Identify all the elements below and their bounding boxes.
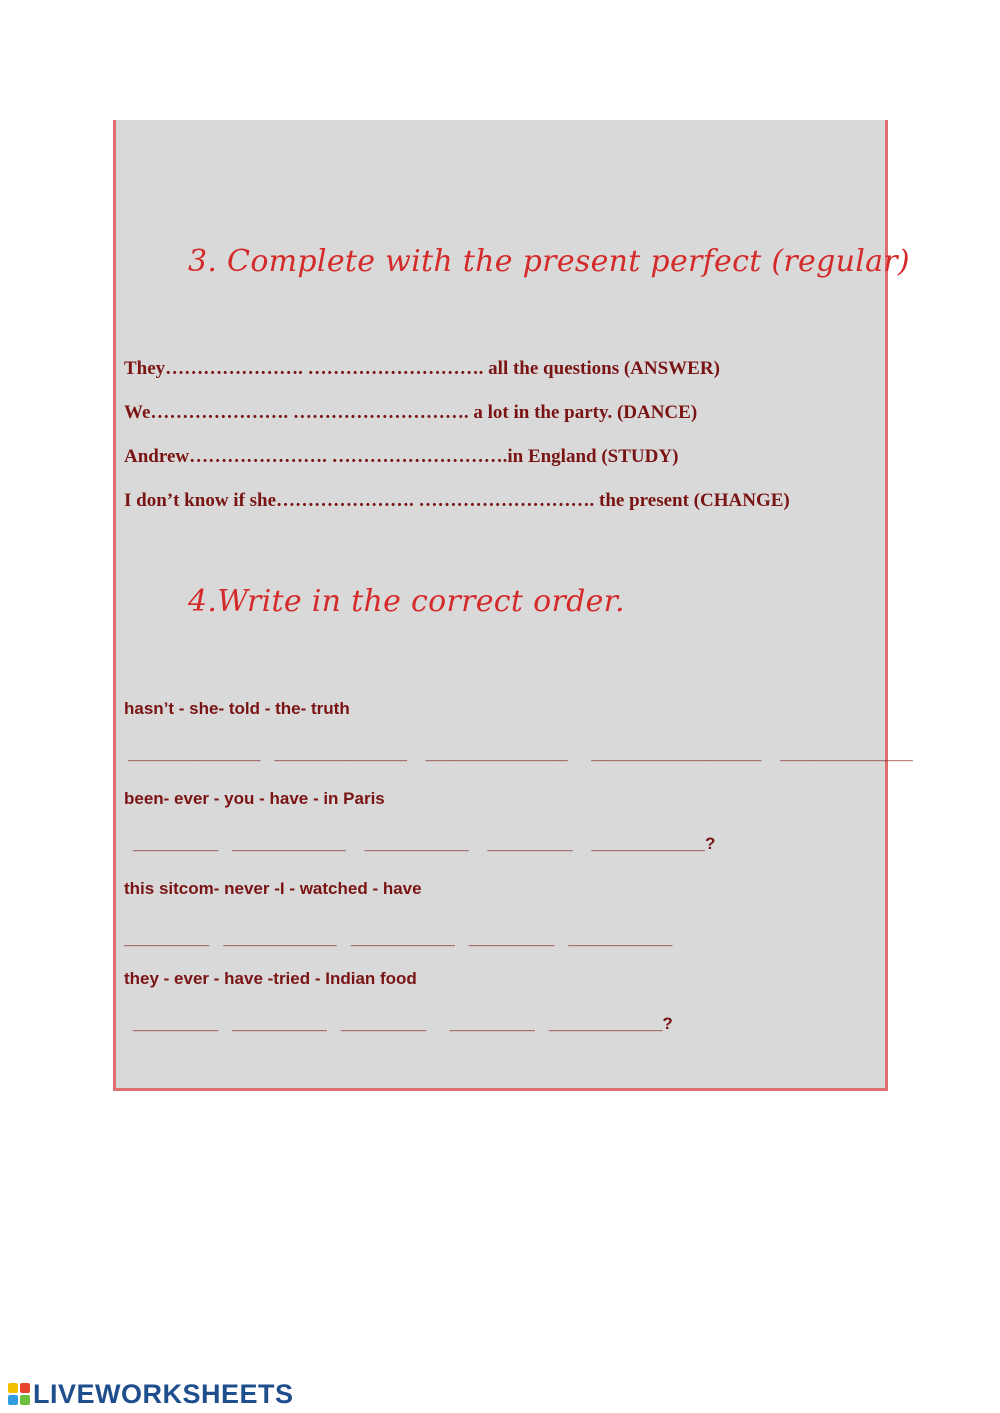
liveworksheets-logo-icon — [8, 1383, 30, 1405]
exercise-4-words-3: this sitcom- never -I - watched - have — [124, 879, 422, 898]
exercise-4-words-2: been- ever - you - have - in Paris — [124, 789, 385, 808]
liveworksheets-logo[interactable] — [8, 1380, 294, 1408]
exercise-3-sentence-2: We…………………. ………………………. a lot in the party. (DANCE) — [124, 402, 698, 423]
exercise-4-answer-blanks-2[interactable]: _________ ____________ ___________ _________ ____________? — [133, 834, 716, 853]
exercise-4-answer-blanks-1[interactable]: ______________ ______________ _______________ __________________ ______________ — [128, 744, 913, 763]
exercise-4-words-1: hasn’t - she- told - the- truth — [124, 699, 350, 718]
exercise-3-sentence-4: I don’t know if she…………………. ………………………. the present (CHANGE) — [124, 490, 790, 511]
exercise-3-heading: 3. Complete with the present perfect (regular) — [188, 244, 910, 279]
exercise-4-answer-blanks-4[interactable]: _________ __________ _________ _________ ____________? — [133, 1014, 673, 1033]
exercise-3-sentence-1: They…………………. ………………………. all the questions (ANSWER) — [124, 358, 720, 379]
exercise-3-sentence-3: Andrew…………………. ……………………….in England (STUDY) — [124, 446, 679, 467]
exercise-4-answer-blanks-3[interactable]: _________ ____________ ___________ _________ ___________ — [124, 929, 673, 948]
worksheet-panel — [113, 120, 913, 1091]
exercise-4-heading: 4.Write in the correct order. — [188, 584, 625, 619]
exercise-4-words-4: they - ever - have -tried - Indian food — [124, 969, 417, 988]
liveworksheets-brand-text: LIVEWORKSHEETS — [33, 1378, 294, 1409]
